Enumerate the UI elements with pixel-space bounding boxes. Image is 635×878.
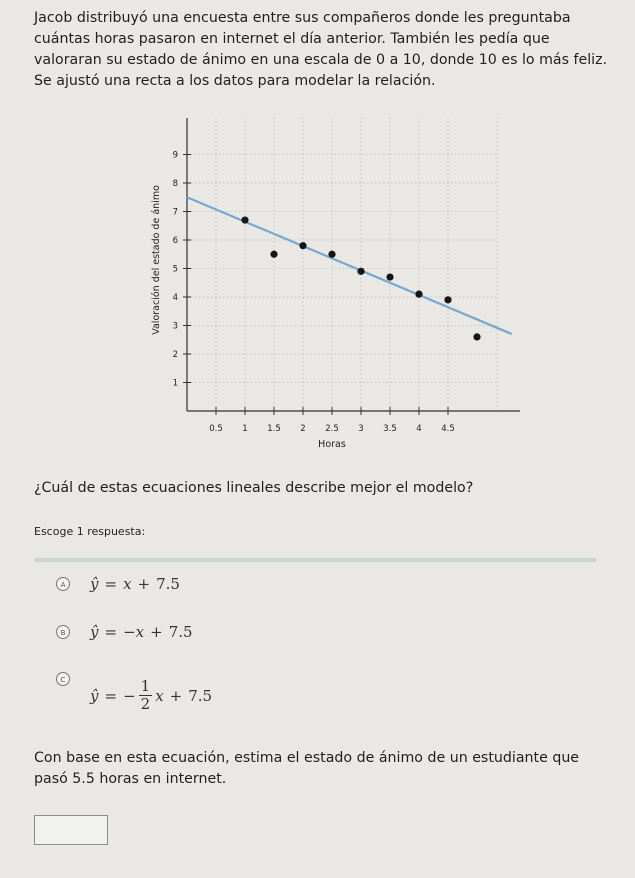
data-point — [415, 291, 422, 298]
x-tick-label: 4.5 — [441, 424, 455, 434]
equals-sign: = — [104, 686, 118, 705]
y-axis-title: Valoración del estado de ánimo — [151, 185, 162, 335]
option-a[interactable] — [56, 575, 180, 593]
y-tick-label: 3 — [172, 321, 178, 332]
equation-a — [90, 575, 180, 593]
fraction-denominator: 2 — [140, 695, 151, 713]
y-tick-label: 2 — [172, 350, 178, 360]
data-point — [299, 242, 306, 249]
data-point — [270, 251, 277, 258]
x-tick-label: 2 — [300, 424, 306, 434]
divider — [34, 558, 596, 562]
x-tick-label: 0.5 — [209, 424, 223, 434]
variable-x: x — [123, 575, 132, 593]
option-b[interactable] — [56, 623, 193, 641]
plus-sign: + — [150, 623, 163, 641]
plus-sign: + — [137, 575, 151, 593]
chart-svg — [140, 118, 520, 470]
constant: 7.5 — [156, 575, 180, 593]
radio-c[interactable]: C — [56, 672, 70, 686]
equation-c — [90, 678, 212, 713]
y-tick-label: 7 — [172, 207, 178, 218]
constant: 7.5 — [188, 686, 213, 705]
x-tick-label: 1.5 — [267, 424, 281, 434]
y-tick-label: 5 — [172, 264, 178, 275]
y-tick-label: 8 — [172, 179, 178, 189]
x-tick-label: 1 — [242, 424, 248, 434]
question-text: ¿Cuál de estas ecuaciones lineales describe mejor el modelo? — [34, 480, 474, 496]
minus-sign: − — [123, 686, 136, 705]
plus-sign: + — [169, 686, 183, 705]
data-point — [386, 273, 393, 280]
y-tick-label: 4 — [172, 293, 178, 303]
y-hat: ŷ — [90, 686, 99, 705]
radio-b[interactable]: B — [56, 625, 70, 639]
variable-x: x — [135, 623, 145, 641]
x-tick-label: 3 — [358, 424, 364, 434]
equals-sign: = — [104, 623, 118, 641]
y-tick-label: 6 — [172, 236, 178, 246]
x-tick-label: 4 — [416, 424, 422, 434]
x-axis-title: Horas — [318, 439, 346, 450]
y-hat: ŷ — [90, 575, 99, 593]
y-tick-label: 9 — [172, 150, 178, 161]
problem-intro: Jacob distribuyó una encuesta entre sus compañeros donde les preguntaba cuántas horas pasaron en internet el día anterior. También les pedía que valoraran su estado de ánimo en una escala de 0 a 10, donde 10 es lo más feliz. Se ajustó una recta a los datos para modelar la relación. — [34, 10, 608, 89]
answer-input[interactable] — [34, 815, 108, 845]
y-hat: ŷ — [90, 623, 99, 641]
variable-x: x — [155, 686, 164, 705]
x-tick-label: 3.5 — [383, 424, 397, 434]
constant: 7.5 — [168, 623, 193, 641]
follow-up-question: Con base en esta ecuación, estima el estado de ánimo de un estudiante que pasó 5.5 horas en internet. — [34, 750, 580, 787]
fit-line — [187, 197, 512, 334]
x-tick-label: 2.5 — [325, 424, 339, 434]
scatter-chart — [140, 118, 520, 470]
data-point — [328, 251, 335, 258]
fraction-numerator: 1 — [140, 677, 151, 695]
data-point — [473, 333, 480, 340]
equals-sign: = — [104, 575, 118, 593]
instruction-text: Escoge 1 respuesta: — [34, 525, 146, 538]
minus-sign: − — [123, 623, 136, 641]
y-tick-label: 1 — [172, 378, 178, 389]
radio-a[interactable]: A — [56, 577, 70, 591]
option-c[interactable] — [56, 672, 212, 713]
data-point — [241, 216, 248, 223]
fraction — [139, 678, 153, 713]
equation-b — [90, 623, 193, 641]
data-point — [357, 268, 364, 275]
data-point — [444, 296, 451, 303]
